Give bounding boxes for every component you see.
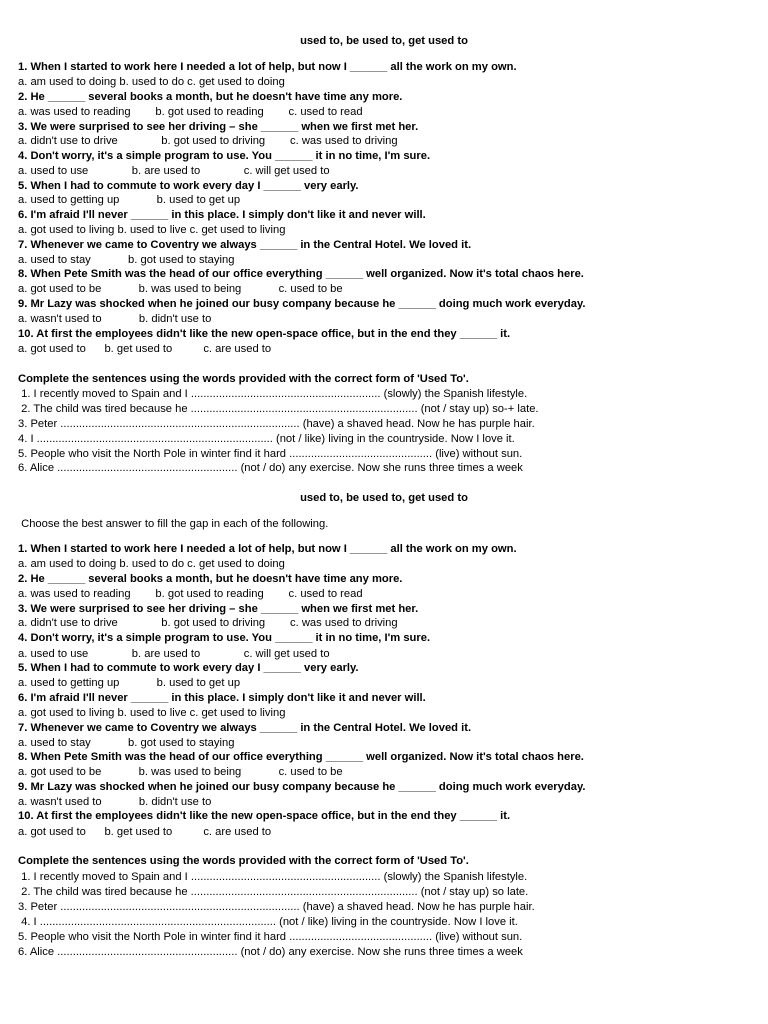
options-5: a. used to getting up b. used to get up xyxy=(18,677,241,689)
options-3: a. didn't use to drive b. got used to driving c. was used to driving xyxy=(18,617,398,629)
question-7: 7. Whenever we came to Coventry we always ______ in the Central Hotel. We loved it. xyxy=(18,239,472,251)
options-4: a. used to use b. are used to c. will get used to xyxy=(18,648,330,660)
question-6: 6. I'm afraid I'll never ______ in this place. I simply don't like it and never will. xyxy=(18,209,426,221)
question-3: 3. We were surprised to see her driving – she ______ when we first met her. xyxy=(18,603,419,615)
sentence-5: 5. People who visit the North Pole in winter find it hard .............................................. (live) without sun. xyxy=(18,931,523,943)
options-7: a. used to stay b. got used to staying xyxy=(18,254,235,266)
section-1-complete-heading: Complete the sentences using the words provided with the correct form of 'Used To'. xyxy=(18,373,469,385)
options-8: a. got used to be b. was used to being c. used to be xyxy=(18,766,343,778)
question-5: 5. When I had to commute to work every day I ______ very early. xyxy=(18,662,359,674)
section-2-complete-heading: Complete the sentences using the words provided with the correct form of 'Used To'. xyxy=(18,855,469,867)
sentence-2: 2. The child was tired because he ......................................................................... (not / stay up) so late. xyxy=(18,886,529,898)
question-7: 7. Whenever we came to Coventry we always ______ in the Central Hotel. We loved it. xyxy=(18,722,472,734)
section-2-title: used to, be used to, get used to xyxy=(300,492,468,504)
sentence-1: 1. I recently moved to Spain and I ............................................................. (slowly) the Spanish lifestyle. xyxy=(18,871,528,883)
options-1: a. am used to doing b. used to do c. get used to doing xyxy=(18,558,285,570)
question-2: 2. He ______ several books a month, but he doesn't have time any more. xyxy=(18,91,403,103)
options-1: a. am used to doing b. used to do c. get used to doing xyxy=(18,76,285,88)
options-4: a. used to use b. are used to c. will get used to xyxy=(18,165,330,177)
sentence-5: 5. People who visit the North Pole in winter find it hard .............................................. (live) without sun. xyxy=(18,448,523,460)
question-9: 9. Mr Lazy was shocked when he joined our busy company because he ______ doing much work everyday. xyxy=(18,298,586,310)
question-10: 10. At first the employees didn't like the new open-space office, but in the end they ______ it. xyxy=(18,328,511,340)
section-1-title: used to, be used to, get used to xyxy=(300,35,468,47)
sentence-6: 6. Alice .......................................................... (not / do) any exercise. Now she runs three times a week xyxy=(18,946,523,958)
options-5: a. used to getting up b. used to get up xyxy=(18,194,241,206)
sentence-3: 3. Peter ............................................................................. (have) a shaved head. Now he has purple hair. xyxy=(18,901,535,913)
question-9: 9. Mr Lazy was shocked when he joined our busy company because he ______ doing much work everyday. xyxy=(18,781,586,793)
question-8: 8. When Pete Smith was the head of our office everything ______ well organized. Now it's total chaos here. xyxy=(18,751,584,763)
sentence-1: 1. I recently moved to Spain and I ............................................................. (slowly) the Spanish lifestyle. xyxy=(18,388,528,400)
options-2: a. was used to reading b. got used to reading c. used to read xyxy=(18,588,363,600)
options-10: a. got used to b. get used to c. are used to xyxy=(18,343,272,355)
question-1: 1. When I started to work here I needed a lot of help, but now I ______ all the work on my own. xyxy=(18,543,517,555)
question-3: 3. We were surprised to see her driving – she ______ when we first met her. xyxy=(18,121,419,133)
sentence-4: 4. I ............................................................................ (not / like) living in the countryside. Now I love it. xyxy=(18,433,515,445)
question-4: 4. Don't worry, it's a simple program to use. You ______ it in no time, I'm sure. xyxy=(18,632,431,644)
options-6: a. got used to living b. used to live c. get used to living xyxy=(18,707,286,719)
sentence-6: 6. Alice .......................................................... (not / do) any exercise. Now she runs three times a week xyxy=(18,462,523,474)
options-9: a. wasn't used to b. didn't use to xyxy=(18,796,212,808)
options-2: a. was used to reading b. got used to reading c. used to read xyxy=(18,106,363,118)
options-8: a. got used to be b. was used to being c. used to be xyxy=(18,283,343,295)
sentence-3: 3. Peter ............................................................................. (have) a shaved head. Now he has purple hair. xyxy=(18,418,535,430)
options-7: a. used to stay b. got used to staying xyxy=(18,737,235,749)
sentence-4: 4. I ............................................................................ (not / like) living in the countryside. Now I love it. xyxy=(18,916,518,928)
question-4: 4. Don't worry, it's a simple program to use. You ______ it in no time, I'm sure. xyxy=(18,150,431,162)
question-8: 8. When Pete Smith was the head of our office everything ______ well organized. Now it's total chaos here. xyxy=(18,268,584,280)
question-5: 5. When I had to commute to work every day I ______ very early. xyxy=(18,180,359,192)
section-2-instruction: Choose the best answer to fill the gap in each of the following. xyxy=(18,518,329,530)
question-2: 2. He ______ several books a month, but he doesn't have time any more. xyxy=(18,573,403,585)
options-3: a. didn't use to drive b. got used to driving c. was used to driving xyxy=(18,135,398,147)
options-10: a. got used to b. get used to c. are used to xyxy=(18,826,272,838)
question-10: 10. At first the employees didn't like the new open-space office, but in the end they ______ it. xyxy=(18,810,511,822)
question-6: 6. I'm afraid I'll never ______ in this place. I simply don't like it and never will. xyxy=(18,692,426,704)
question-1: 1. When I started to work here I needed a lot of help, but now I ______ all the work on my own. xyxy=(18,61,517,73)
options-6: a. got used to living b. used to live c. get used to living xyxy=(18,224,286,236)
options-9: a. wasn't used to b. didn't use to xyxy=(18,313,212,325)
sentence-2: 2. The child was tired because he ......................................................................... (not / stay up) so-+ late. xyxy=(18,403,539,415)
